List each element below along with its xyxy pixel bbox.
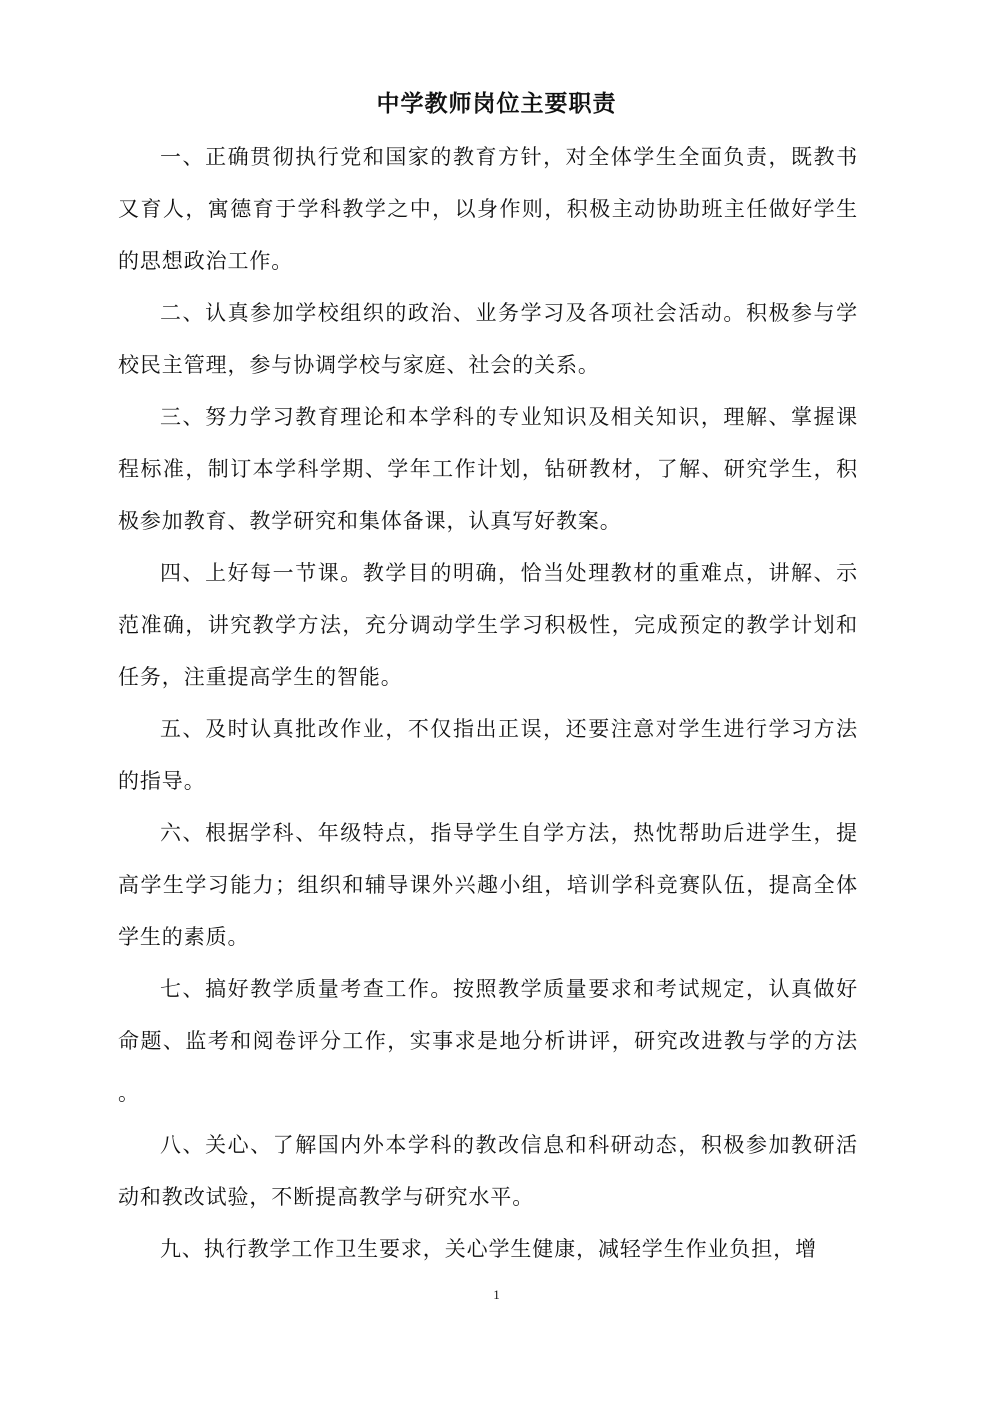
document-body: [118, 131, 858, 1275]
duty-paragraph-9: 九、执行教学工作卫生要求，关心学生健康，减轻学生作业负担，增: [160, 1237, 817, 1261]
duty-paragraph-7: 七、搞好教学质量考查工作。按照教学质量要求和考试规定，认真做好命题、监考和阅卷评分工作，实事求是地分析讲评，研究改进教与学的方法。: [118, 977, 858, 1105]
duty-paragraph-1: 一、正确贯彻执行党和国家的教育方针，对全体学生全面负责，既教书又育人，寓德育于学科教学之中，以身作则，积极主动协助班主任做好学生的思想政治工作。: [118, 145, 858, 273]
duty-paragraph-8: 八、关心、了解国内外本学科的教改信息和科研动态，积极参加教研活动和教改试验，不断提高教学与研究水平。: [118, 1133, 858, 1209]
duty-paragraph-6: 六、根据学科、年级特点，指导学生自学方法，热忱帮助后进学生，提高学生学习能力；组织和辅导课外兴趣小组，培训学科竞赛队伍，提高全体学生的素质。: [118, 821, 858, 949]
duty-paragraph-3: 三、努力学习教育理论和本学科的专业知识及相关知识，理解、掌握课程标准，制订本学科学期、学年工作计划，钻研教材，了解、研究学生，积极参加教育、教学研究和集体备课，认真写好教案。: [118, 405, 858, 533]
duty-paragraph-2: 二、认真参加学校组织的政治、业务学习及各项社会活动。积极参与学校民主管理，参与协调学校与家庭、社会的关系。: [118, 301, 858, 377]
duty-paragraph-4: 四、上好每一节课。教学目的明确，恰当处理教材的重难点，讲解、示范准确，讲究教学方法，充分调动学生学习积极性，完成预定的教学计划和任务，注重提高学生的智能。: [118, 561, 858, 689]
duty-paragraph-5: 五、及时认真批改作业，不仅指出正误，还要注意对学生进行学习方法的指导。: [118, 717, 858, 793]
page-number: 1: [493, 1287, 500, 1302]
document-title: 中学教师岗位主要职责: [376, 90, 617, 117]
